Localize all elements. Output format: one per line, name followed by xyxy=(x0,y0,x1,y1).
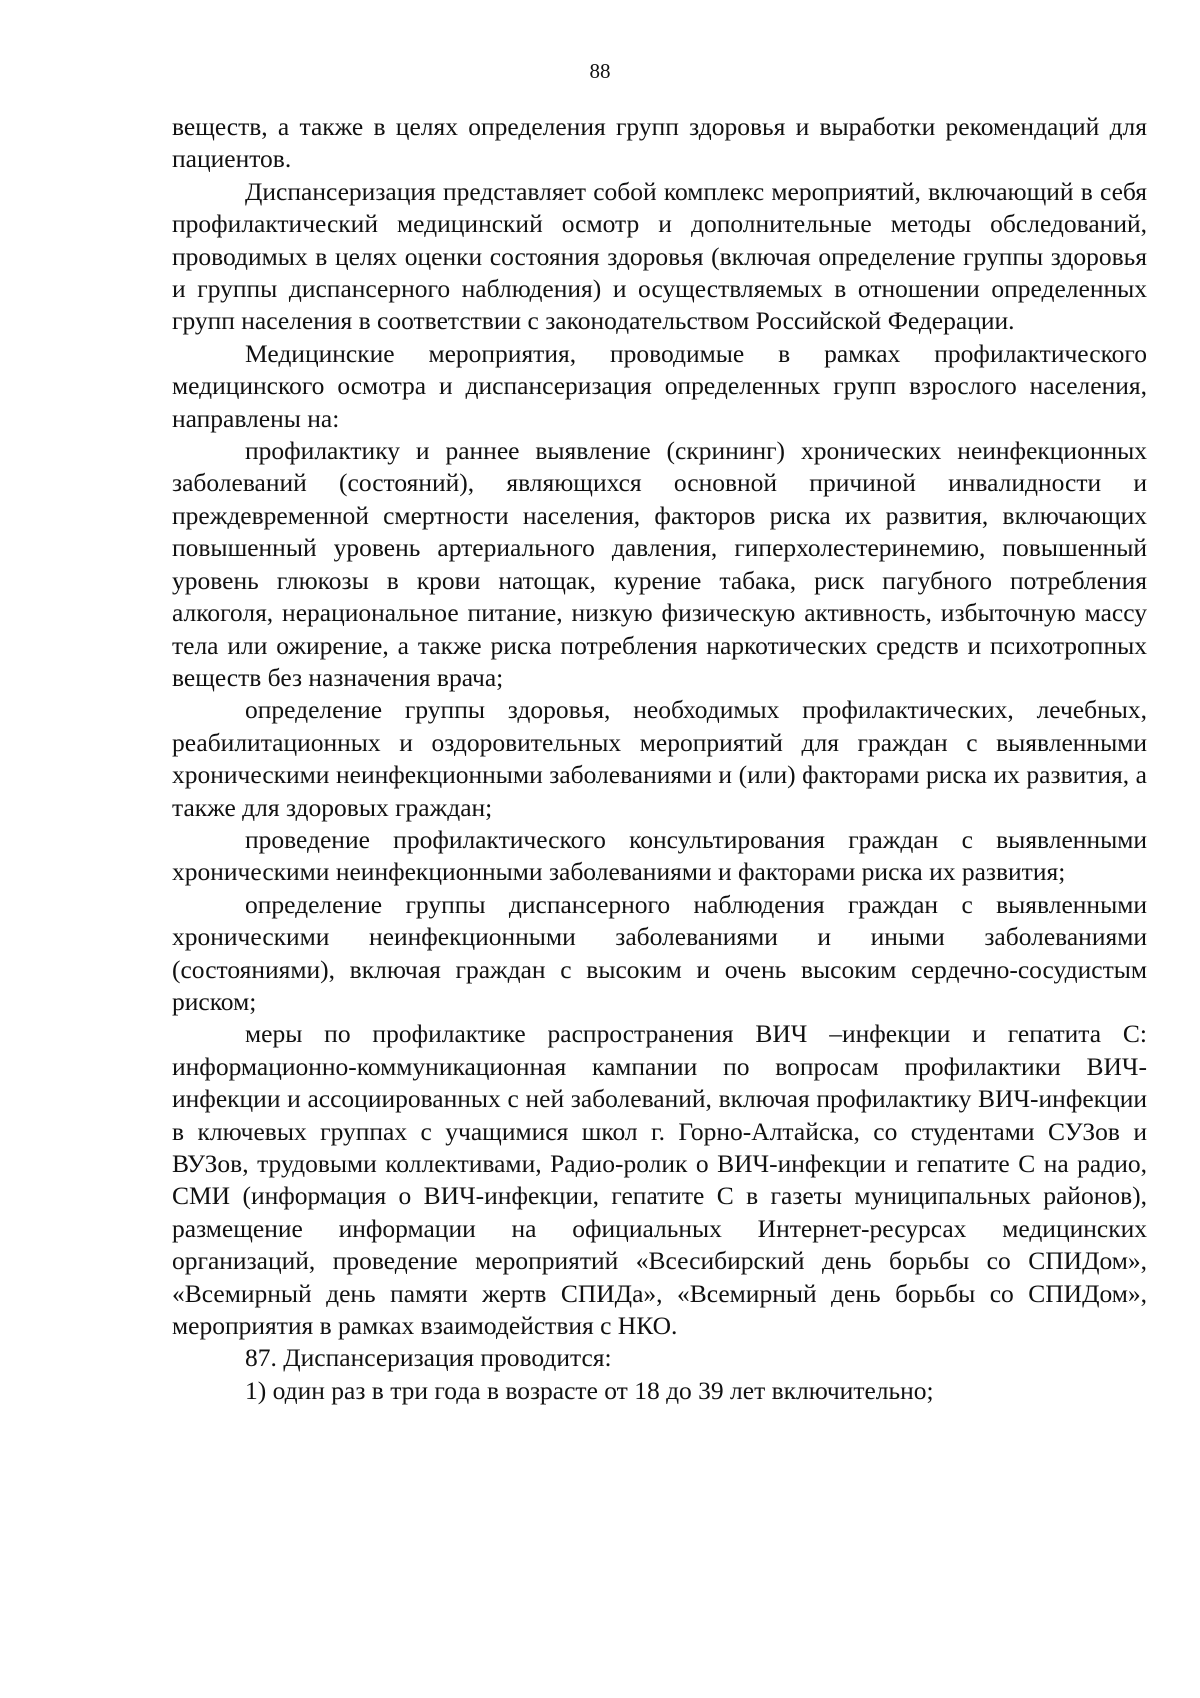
paragraph-measures-intro: Медицинские мероприятия, проводимые в рамках профилактического медицинского осмотра и диспансеризация определенных групп взрослого населения, направлены на: xyxy=(172,338,1147,433)
paragraph-consulting: проведение профилактического консультирования граждан с выявленными хроническими неинфекционными заболеваниями и факторами риска их развития; xyxy=(172,824,1147,887)
paragraph-clause-87: 87. Диспансеризация проводится: xyxy=(245,1343,612,1373)
document-body xyxy=(172,111,1147,1407)
paragraph-prevention-screening: профилактику и раннее выявление (скрининг) хронических неинфекционных заболеваний (состояний), являющихся основной причиной инвалидности и преждевременной смертности населения, факторов риска их развития, включающих повышенный уровень артериального давления, гиперхолестеринемию, повышенный уровень глюкозы в крови натощак, курение табака, риск пагубного потребления алкоголя, нерациональное питание, низкую физическую активность, избыточную массу тела или ожирение, а также риска потребления наркотических средств и психотропных веществ без назначения врача; xyxy=(172,436,1147,692)
paragraph-health-group: определение группы здоровья, необходимых профилактических, лечебных, реабилитационных и оздоровительных мероприятий для граждан с выявленными хроническими неинфекционными заболеваниями и (или) факторами риска их развития, а также для здоровых граждан; xyxy=(172,695,1147,822)
paragraph-continuation: веществ, а также в целях определения групп здоровья и выработки рекомендаций для пациентов. xyxy=(172,112,1147,174)
paragraph-observation-group: определение группы диспансерного наблюдения граждан с выявленными хроническими неинфекционными заболеваниями и иными заболеваниями (состояниями), включая граждан с высоким и очень высоким сердечно-сосудистым риском; xyxy=(172,889,1147,1016)
paragraph-dispensary-definition: Диспансеризация представляет собой комплекс мероприятий, включающий в себя профилактический медицинский осмотр и дополнительные методы обследований, проводимых в целях оценки состояния здоровья (включая определение группы здоровья и группы диспансерного наблюдения) и осуществляемых в отношении определенных групп населения в соответствии с законодательством Российской Федерации. xyxy=(172,176,1147,336)
paragraph-hiv-prevention: меры по профилактике распространения ВИЧ –инфекции и гепатита С: информационно-коммуникационная кампании по вопросам профилактики ВИЧ-инфекции и ассоциированных с ней заболеваний, включая профилактику ВИЧ-инфекции в ключевых группах с учащимися школ г. Горно-Алтайска, со студентами СУЗов и ВУЗов, трудовыми коллективами, Радио-ролик о ВИЧ-инфекции и гепатите С на радио, СМИ (информация о ВИЧ-инфекции, гепатите С в газеты муниципальных районов), размещение информации на официальных Интернет-ресурсах медицинских организаций, проведение мероприятий «Всесибирский день борьбы со СПИДом», «Всемирный день памяти жертв СПИДа», «Всемирный день борьбы со СПИДом», мероприятия в рамках взаимодействия с НКО. xyxy=(172,1019,1147,1341)
page-number: 88 xyxy=(589,59,611,83)
paragraph-item-1: 1) один раз в три года в возрасте от 18 до 39 лет включительно; xyxy=(245,1375,934,1405)
